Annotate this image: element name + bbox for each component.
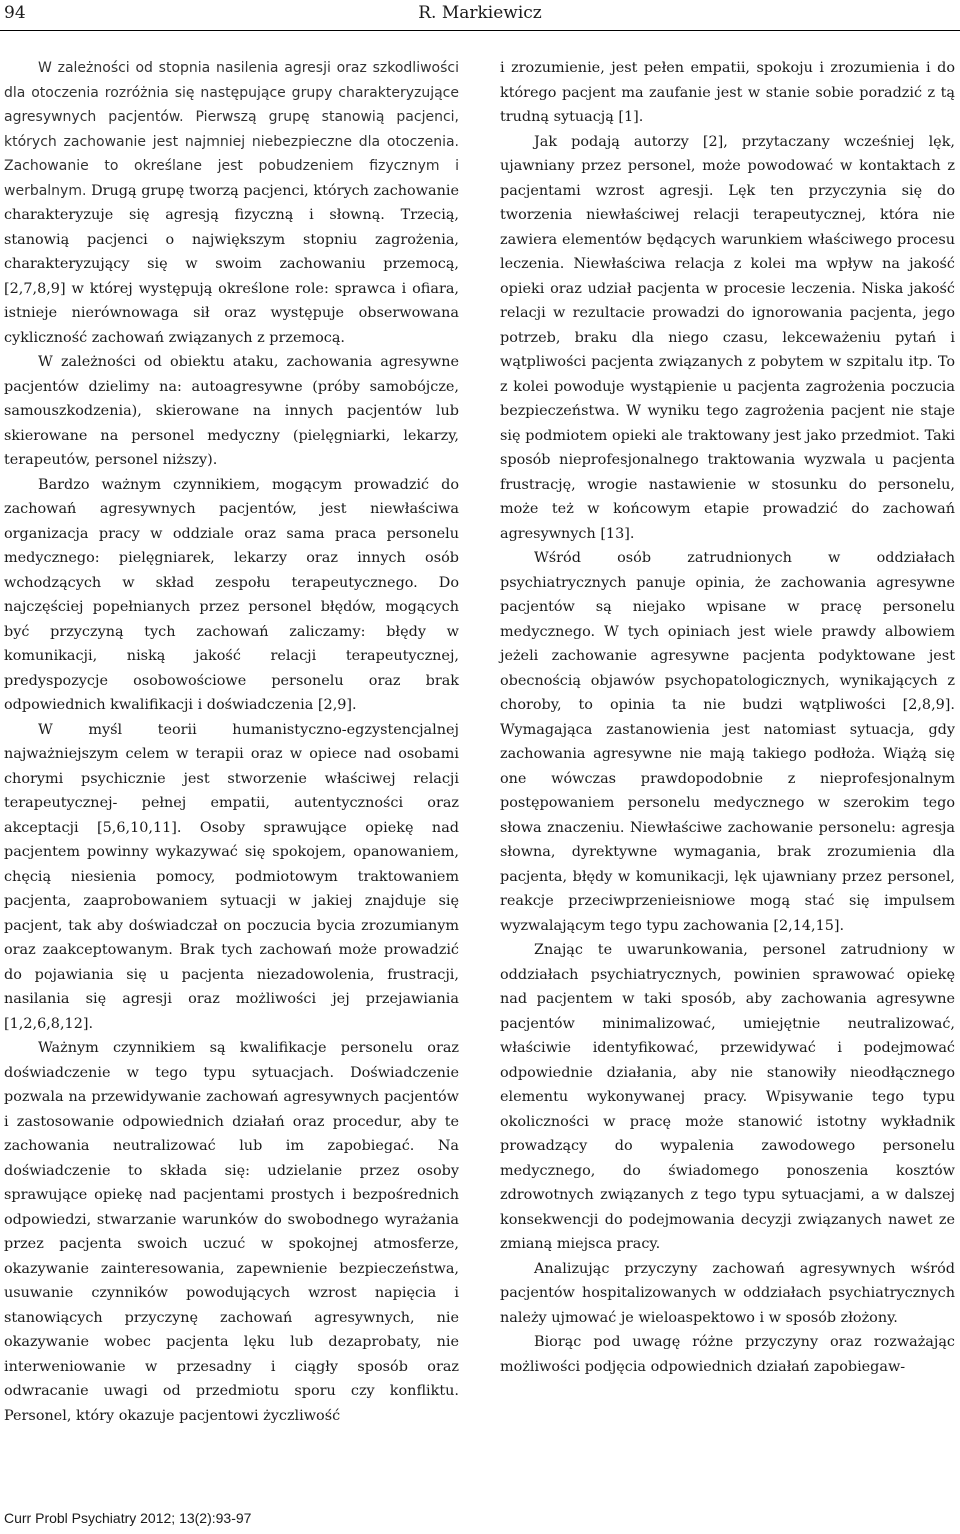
paragraph: Wśród osób zatrudnionych w oddziałach psychiatrycznych panuje opinia, że zachowania agresywne pacjentów są niejako wpisane w pracę personelu medycznego. W tych opiniach jest wiele prawdy albowiem jeżeli zachowanie agresywne pacjenta podyktowane jest obecnością objawów psychopatologicznych, wynikających z choroby, to opinia ta nie budzi wątpliwości [2,8,9]. Wymagająca zastanowienia jest natomiast sytuacja, gdy zachowania agresywne nie mają takiego podłoża. Wiążą się one wówczas prawdopodobnie z nieprofesjonalnym postępowaniem personelu medycznego w szerokim tego słowa znaczeniu. Niewłaściwe zachowanie personelu: agresja słowna, dyrektywne wymagania, brak zrozumienia dla pacjenta, błędy w komunikacji, lęk ujawniany przez personel, reakcje przeciwprzenieisniowe mogą stać się impulsem wyzwalającym tego typu zachowania [2,14,15].	[500, 550, 955, 934]
journal-citation-footer: Curr Probl Psychiatry 2012; 13(2):93-97	[4, 1510, 252, 1526]
paragraph-text: Drugą grupę tworzą pacjenci, których zachowanie charakteryzuje się agresją fizyczną i słowną. Trzecią, stanowią pacjenci o największym stopniu zagrożenia, charakteryzujący się w swoim zachowaniu przemocą, [2,7,8,9] w której występują określone role: sprawca i ofiara, istnieje nierównowaga sił oraz występuje obserwowana cykliczność zachowań związanych z przemocą.	[4, 182, 459, 346]
page-header	[0, 0, 960, 26]
paragraph: Ważnym czynnikiem są kwalifikacje personelu oraz doświadczenie w tego typu sytuacjach. Doświadczenie pozwala na przewidywanie zachowań agresywnych pacjentów i zastosowanie odpowiednich działań oraz procedur, aby te zachowania neutralizować lub im zapobiegać. Na doświadczenie to składa się: udzielanie przez osoby sprawujące opiekę nad pacjentami prostych i bezpośrednich odpowiedzi, stwarzanie warunków do swobodnego wyrażania przez pacjenta swoich uczuć w spokojnej atmosferze, okazywanie zainteresowania, zapewnienie bezpieczeństwa, usuwanie czynników powodujących wzrost napięcia i stanowiących przyczynę zachowań agresywnych, nie okazywanie wobec pacjenta lęku lub dezaprobaty, nie interweniowanie w przesadny i ciągły sposób oraz odwracanie uwagi od przedmiotu sporu czy konfliktu. Personel, który okazuje pacjentowi życzliwość	[4, 1040, 459, 1424]
paragraph	[4, 56, 459, 350]
right-column	[500, 56, 955, 1379]
header-divider	[0, 30, 960, 31]
paragraph: Bardzo ważnym czynnikiem, mogącym prowadzić do zachowań agresywnych pacjentów, jest niewłaściwa organizacja pracy w oddziale oraz sama praca personelu medycznego: pielęgniarek, lekarzy oraz innych osób wchodzących w skład zespołu terapeutycznego. Do najczęściej popełnianych przez personel błędów, mogących być przyczyną tych zachowań zaliczamy: błędy w komunikacji, niską jakość relacji terapeutycznej, predyspozycje osobowościowe personelu oraz brak odpowiednich kwalifikacji i doświadczenia [2,9].	[4, 476, 459, 713]
paragraph: W myśl teorii humanistyczno-egzystencjalnej najważniejszym celem w terapii oraz w opiece nad osobami chorymi psychicznie jest stworzenie właściwej relacji terapeutycznej- pełnej empatii, autentyczności oraz akceptacji [5,6,10,11]. Osoby sprawujące opiekę nad pacjentem powinny wykazywać się spokojem, opanowaniem, chęcią niesienia pomocy, podmiotowym traktowaniem pacjenta, zaaprobowaniem sytuacji w jakiej znajduje się pacjent, tak aby doświadczał on poczucia bycia zrozumianym oraz zaakceptowanym. Brak tych zachowań może prowadzić do pojawiania się u pacjenta niezadowolenia, frustracji, nasilania się agresji oraz możliwości jej przejawiania [1,2,6,8,12].	[4, 721, 459, 1032]
page-number: 94	[4, 3, 26, 23]
paragraph: Analizując przyczyny zachowań agresywnych wśród pacjentów hospitalizowanych w oddziałach psychiatrycznych należy ujmować je wieloaspektowo i w sposób złożony.	[500, 1260, 955, 1326]
paragraph: Jak podają autorzy [2], przytaczany wcześniej lęk, ujawniany przez personel, może powodować w kontaktach z pacjentami wzrost agresji. Lęk ten przyczynia się do tworzenia niewłaściwej relacji terapeutycznej, która nie zawiera elementów będących warunkiem właściwego procesu leczenia. Niewłaściwa relacja z kolei ma wpływ na jakość opieki oraz udział pacjenta w procesie leczenia. Niska jakość relacji w rezultacie prowadzi do ignorowania pacjenta, jego potrzeb, braku dla niego czasu, lekceważeniu pytań i wątpliwości pacjenta związanych z pobytem w szpitalu itp. To z kolei powoduje wystąpienie u pacjenta zagrożenia poczucia bezpieczeństwa. W wyniku tego zagrożenia pacjent nie staje się podmiotem opieki ale traktowany jest jako przedmiot. Taki sposób nieprofesjonalnego traktowania wyzwala u pacjenta frustrację, wrogie nastawienie w stosunku do personelu, może też w końcowym etapie prowadzić do zachowań agresywnych [13].	[500, 133, 955, 542]
left-column	[4, 56, 459, 1428]
paragraph: W zależności od obiektu ataku, zachowania agresywne pacjentów dzielimy na: autoagresywne (próby samobójcze, samouszkodzenia), skierowane na innych pacjentów lub skierowane na personel medyczny (pielęgniarki, lekarzy, terapeutów, personel niższy).	[4, 354, 459, 468]
running-header-author: R. Markiewicz	[418, 3, 542, 23]
paragraph-lead-text: W zależności od stopnia nasilenia agresji oraz szkodliwości dla otoczenia rozróżnia się następujące grupy charakteryzujące agresywnych pacjentów. Pierwszą grupę stanowią pacjenci, których zachowanie jest najmniej niebezpieczne dla otoczenia. Zachowanie to określane jest pobudzeniem fizycznym i werbalnym.	[4, 60, 459, 199]
paragraph: i zrozumienie, jest pełen empatii, spokoju i zrozumienia i do którego pacjent ma zaufanie jest w stanie sobie poradzić z tą trudną sytuacją [1].	[500, 60, 955, 125]
paragraph: Biorąc pod uwagę różne przyczyny oraz rozważając możliwości podjęcia odpowiednich działań zapobiegaw-	[500, 1334, 955, 1375]
paragraph: Znając te uwarunkowania, personel zatrudniony w oddziałach psychiatrycznych, powinien sprawować opiekę nad pacjentem w taki sposób, aby zachowania agresywne pacjentów minimalizować, umiejętnie neutralizować, właściwie identyfikować, przewidywać i podejmować odpowiednie działania, aby nie stanowiły nieodłącznego elementu wykonywanej pracy. Wpisywanie tego typu okoliczności w pracę może stanowić istotny wykładnik prowadzący do wypalenia zawodowego personelu medycznego, do świadomego ponoszenia kosztów zdrowotnych związanych z tego typu sytuacjami, a w dalszej konsekwencji do podejmowania decyzji związanych nawet ze zmianą miejsca pracy.	[500, 942, 955, 1252]
